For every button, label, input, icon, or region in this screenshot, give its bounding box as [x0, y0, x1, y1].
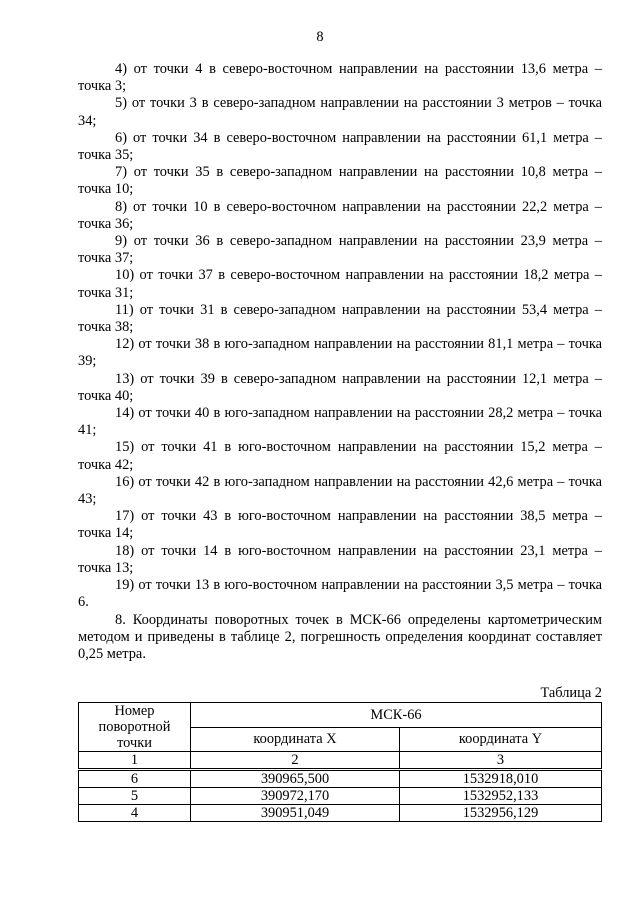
paragraph-item-9: 9) от точки 36 в северо-западном направлении на расстоянии 23,9 метра – точка 37;: [78, 233, 602, 267]
table-row: [79, 805, 602, 822]
header-coordinate-x: координата X: [191, 727, 400, 752]
paragraph-item-11: 11) от точки 31 в северо-западном направлении на расстоянии 53,4 метра – точка 38;: [78, 301, 602, 336]
paragraph-item-15: 15) от точки 41 в юго-восточном направлении на расстоянии 15,2 метра – точка 42;: [78, 439, 602, 473]
paragraph-item-12: 12) от точки 38 в юго-западном направлении на расстоянии 81,1 метра – точка 39;: [78, 336, 602, 370]
header-coordinate-y: координата Y: [400, 727, 602, 752]
column-number: 2: [191, 752, 400, 770]
paragraph-section-8: 8. Координаты поворотных точек в МСК-66 определены картометрическим методом и приведены в таблице 2, погрешность определения координат составляет 0,25 метра.: [78, 611, 602, 662]
paragraph-item-10: 10) от точки 37 в северо-восточном направлении на расстоянии 18,2 метра – точка 31;: [78, 267, 602, 301]
table-row: [79, 788, 602, 805]
paragraph-item-6: 6) от точки 34 в северо-восточном направлении на расстоянии 61,1 метра – точка 35;: [78, 129, 602, 164]
coordinate-x-cell: 390972,170: [191, 788, 400, 805]
body-text: [78, 61, 602, 663]
paragraph-item-17: 17) от точки 43 в юго-восточном направлении на расстоянии 38,5 метра – точка 14;: [78, 508, 602, 542]
paragraph-item-18: 18) от точки 14 в юго-восточном направлении на расстоянии 23,1 метра – точка 13;: [78, 542, 602, 576]
column-number: 1: [79, 752, 191, 770]
table-row: [79, 770, 602, 788]
paragraph-item-19: 19) от точки 13 в юго-восточном направлении на расстоянии 3,5 метра – точка 6.: [78, 577, 602, 611]
coordinates-table: [78, 702, 602, 822]
paragraph-item-7: 7) от точки 35 в северо-западном направлении на расстоянии 10,8 метра – точка 10;: [78, 164, 602, 198]
paragraph-item-8: 8) от точки 10 в северо-восточном направлении на расстоянии 22,2 метра – точка 36;: [78, 198, 602, 232]
table-caption: Таблица 2: [540, 685, 602, 701]
coordinate-y-cell: 1532956,129: [400, 805, 602, 822]
paragraph-item-14: 14) от точки 40 в юго-западном направлении на расстоянии 28,2 метра – точка 41;: [78, 405, 602, 439]
point-number-cell: 5: [79, 788, 191, 805]
table-header-row: [79, 703, 602, 728]
point-number-cell: 4: [79, 805, 191, 822]
coordinate-x-cell: 390965,500: [191, 770, 400, 788]
paragraph-item-4: 4) от точки 4 в северо-восточном направлении на расстоянии 13,6 метра – точка 3;: [78, 61, 602, 95]
page-number: 8: [316, 29, 324, 45]
point-number-cell: 6: [79, 770, 191, 788]
header-point-number: Номер поворотной точки: [79, 703, 191, 752]
table-column-numbers-row: [79, 752, 602, 770]
header-coordinate-system: МСК-66: [191, 703, 602, 728]
coordinate-y-cell: 1532952,133: [400, 788, 602, 805]
coordinate-x-cell: 390951,049: [191, 805, 400, 822]
paragraph-item-16: 16) от точки 42 в юго-западном направлении на расстоянии 42,6 метра – точка 43;: [78, 473, 602, 508]
column-number: 3: [400, 752, 602, 770]
coordinate-y-cell: 1532918,010: [400, 770, 602, 788]
paragraph-item-5: 5) от точки 3 в северо-западном направлении на расстоянии 3 метров – точка 34;: [78, 95, 602, 129]
paragraph-item-13: 13) от точки 39 в северо-западном направлении на расстоянии 12,1 метра – точка 40;: [78, 370, 602, 404]
